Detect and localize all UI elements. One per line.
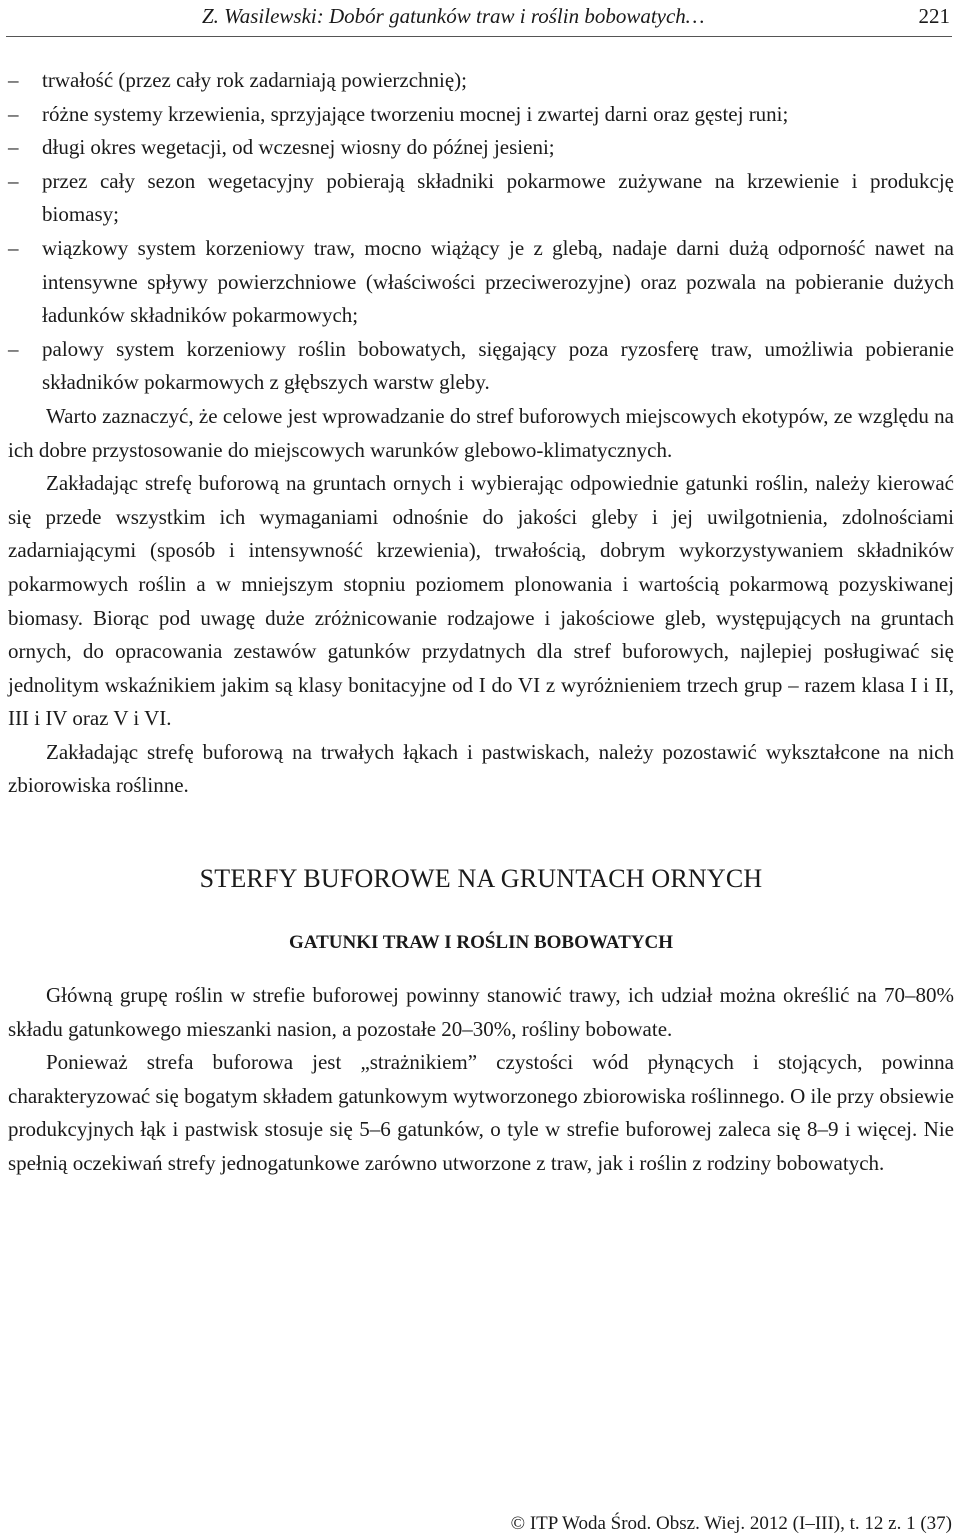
list-item-text: palowy system korzeniowy roślin bobowatych, sięgający poza ryzosferę traw, umożliwia pobieranie składników pokarmowych z głębszych warstw gleby. bbox=[42, 336, 954, 395]
paragraph-ecotypes: Warto zaznaczyć, że celowe jest wprowadzanie do stref buforowych miejscowych ekotypów, ze względu na ich dobre przystosowanie do miejscowych warunków glebowo-klimatycznych. bbox=[8, 403, 954, 462]
subsection-heading: GATUNKI TRAW I ROŚLIN BOBOWATYCH bbox=[289, 932, 673, 954]
section-heading: STERFY BUFOROWE NA GRUNTACH ORNYCH bbox=[199, 864, 763, 894]
paragraph-species-richness: Ponieważ strefa buforowa jest „strażnikiem” czystości wód płynących i stojących, powinna charakteryzować się bogatym składem gatunkowym wytworzonego zbiorowiska roślinnego. O ile przy obsiewie produkcyjnych łąk i pastwisk stosuje się 5–6 gatunków, o tyle w strefie buforowej zaleca się 8–9 i więcej. Nie spełnią oczekiwań strefy jednogatunkowe zarówno utworzone z traw, jak i roślin z rodziny bobowatych. bbox=[8, 1050, 954, 1176]
footer-citation: © ITP Woda Środ. Obsz. Wiej. 2012 (I–III), t. 12 z. 1 (37) bbox=[510, 1513, 952, 1534]
list-item bbox=[8, 232, 954, 333]
dash-marker: – bbox=[8, 101, 19, 126]
list-item-text: różne systemy krzewienia, sprzyjające tworzeniu mocnej i zwartej darni oraz gęstej runi; bbox=[42, 101, 789, 126]
paragraph-meadows-buffer: Zakładając strefę buforową na trwałych łąkach i pastwiskach, należy pozostawić wykształcone na nich zbiorowiska roślinne. bbox=[8, 739, 954, 798]
running-header bbox=[6, 0, 952, 37]
list-item bbox=[8, 64, 954, 98]
list-item-text: trwałość (przez cały rok zadarniają powierzchnię); bbox=[42, 68, 468, 92]
list-item-text: przez cały sezon wegetacyjny pobierają składniki pokarmowe zużywane na krzewienie i produkcję biomasy; bbox=[42, 168, 954, 227]
page-number: 221 bbox=[918, 4, 950, 28]
list-item bbox=[8, 131, 954, 165]
list-item bbox=[8, 98, 954, 132]
list-item bbox=[8, 165, 954, 232]
dash-marker: – bbox=[8, 235, 19, 260]
list-item-text: wiązkowy system korzeniowy traw, mocno wiążący je z glebą, nadaje darni dużą odporność nawet na intensywne spływy powierzchniowe (właściwości przeciwerozyjne) oraz pozwala na pobieranie dużych ładunków składników pokarmowych; bbox=[42, 235, 954, 328]
list-item bbox=[8, 333, 954, 400]
running-title: Z. Wasilewski: Dobór gatunków traw i roślin bobowatych… bbox=[202, 4, 705, 28]
body-text bbox=[8, 64, 954, 1181]
dash-marker: – bbox=[8, 135, 19, 160]
dash-marker: – bbox=[8, 336, 19, 361]
properties-list bbox=[8, 64, 954, 400]
dash-marker: – bbox=[8, 168, 19, 193]
dash-marker: – bbox=[8, 68, 19, 92]
paragraph-species-share: Główną grupę roślin w strefie buforowej powinny stanowić trawy, ich udział można określić na 70–80% składu gatunkowego mieszanki nasion, a pozostałe 20–30%, rośliny bobowate. bbox=[8, 983, 954, 1041]
paragraph-arable-buffer: Zakładając strefę buforową na gruntach ornych i wybierając odpowiednie gatunki roślin, należy kierować się przede wszystkim ich wymaganiami odnośnie do jakości gleby i jej uwilgotnienia, zdolnościami zadarniającymi (sposób i intensywność krzewienia), trwałością, dobrym wykorzystywaniem składników pokarmowych roślin a w mniejszym stopniu poziomem plonowania i wartością pokarmową pozyskiwanej biomasy. Biorąc pod uwagę duże zróżnicowanie rodzajowe i jakościowe gleb, występujących na gruntach ornych, do opracowania zestawów gatunków przydatnych dla stref buforowych, najlepiej posługiwać się jednolitym wskaźnikiem jakim są klasy bonitacyjne od I do VI z wyróżnieniem trzech grup – razem klasa I i II, III i IV oraz V i VI. bbox=[8, 471, 954, 731]
list-item-text: długi okres wegetacji, od wczesnej wiosny do późnej jesieni; bbox=[42, 135, 555, 160]
